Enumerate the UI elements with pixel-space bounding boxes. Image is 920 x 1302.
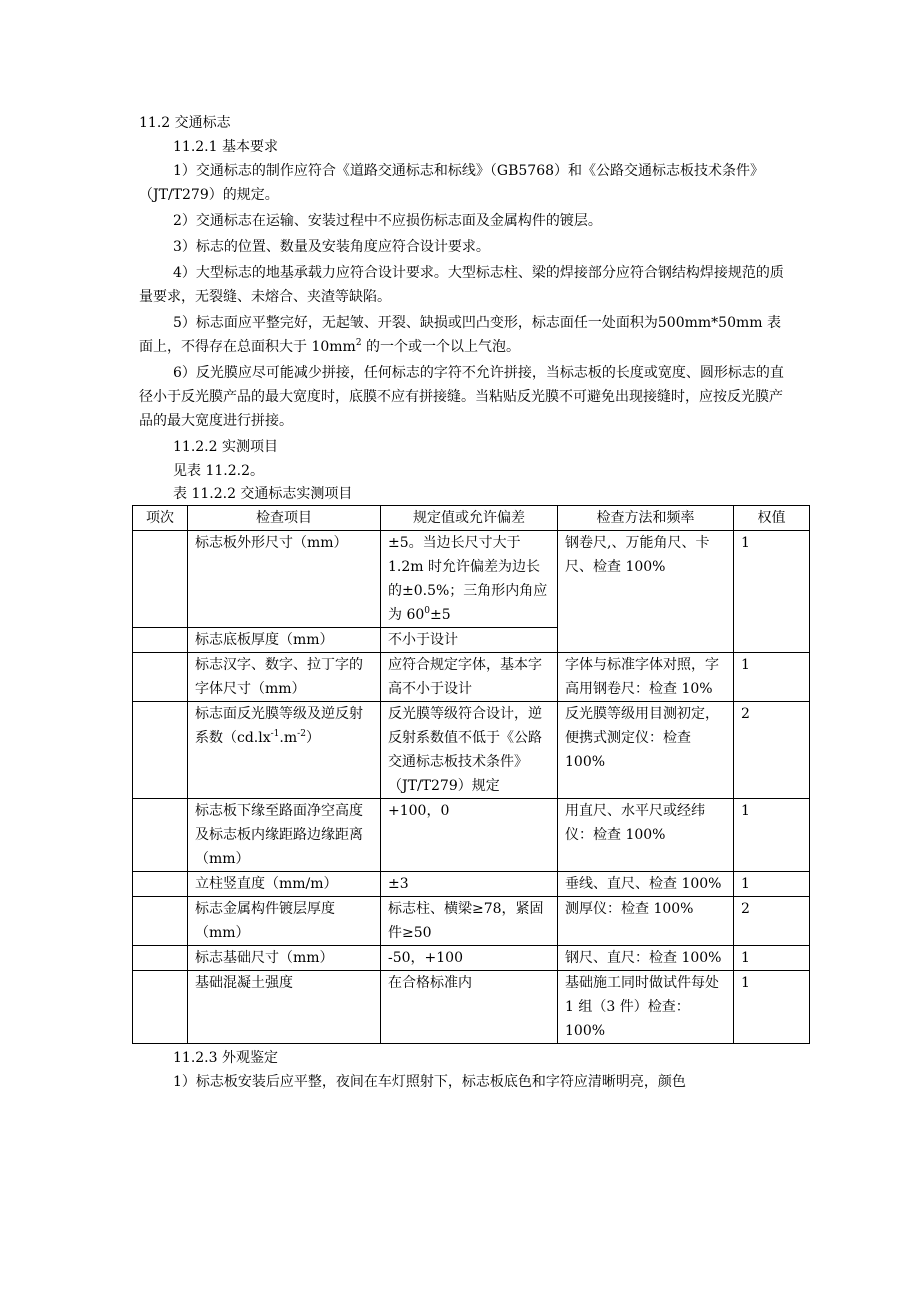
table-header-row — [133, 506, 810, 531]
cell-spec — [381, 531, 558, 628]
document-body — [139, 111, 789, 1094]
requirement-2: 2）交通标志在运输、安装过程中不应损伤标志面及金属构件的镀层。 — [173, 213, 602, 229]
cell-no — [133, 653, 188, 702]
table-row — [133, 872, 810, 897]
requirement-6: 6）反光膜应尽可能减少拼接，任何标志的字符不允许拼接，当标志板的长度或宽度、圆形标志的直径小于反光膜产品的最大宽度时，底膜不应有拼接缝。当粘贴反光膜不可避免出现接缝时，应按反光膜产品的最大宽度进行拼接。 — [139, 365, 784, 429]
header-no: 项次 — [133, 506, 188, 531]
cell-method: 用直尺、水平尺或经纬仪：检查 100% — [558, 799, 734, 872]
cell-item: 标志板外形尺寸（mm） — [188, 531, 381, 628]
cell-weight: 1 — [734, 653, 810, 702]
header-weight: 权值 — [734, 506, 810, 531]
appearance-item-1: 1）标志板安装后应平整，夜间在车灯照射下，标志板底色和字符应清晰明亮，颜色 — [173, 1074, 686, 1090]
cell-item: 标志板下缘至路面净空高度及标志板内缘距路边缘距离（mm） — [188, 799, 381, 872]
cell-spec: 反光膜等级符合设计，逆反射系数值不低于《公路交通标志板技术条件》（JT/T279）规定 — [381, 702, 558, 799]
cell-item-text-a: 标志面反光膜等级及逆反射系数（cd.lx — [195, 706, 363, 746]
table-row — [133, 653, 810, 702]
header-item: 检查项目 — [188, 506, 381, 531]
table-row — [133, 799, 810, 872]
cell-spec: 不小于设计 — [381, 628, 558, 653]
cell-method: 垂线、直尺、检查 100% — [558, 872, 734, 897]
cell-item: 立柱竖直度（mm/m） — [188, 872, 381, 897]
cell-method: 测厚仪：检查 100% — [558, 897, 734, 946]
requirement-3: 3）标志的位置、数量及安装角度应符合设计要求。 — [173, 239, 490, 255]
cell-method: 钢卷尺,、万能角尺、卡尺、检查 100% — [558, 531, 734, 653]
table-row — [133, 702, 810, 799]
cell-no — [133, 971, 188, 1044]
cell-weight: 1 — [734, 971, 810, 1044]
cell-item-text-b: .m — [279, 730, 298, 746]
cell-no — [133, 628, 188, 653]
subsection-measured-items: 11.2.2 实测项目 — [173, 439, 278, 455]
subsection-appearance: 11.2.3 外观鉴定 — [173, 1050, 278, 1066]
cell-no — [133, 897, 188, 946]
cell-spec: -50，+100 — [381, 946, 558, 971]
requirement-4: 4）大型标志的地基承载力应符合设计要求。大型标志柱、梁的焊接部分应符合钢结构焊接规范的质量要求，无裂缝、未熔合、夹渣等缺陷。 — [139, 265, 784, 305]
cell-weight: 1 — [734, 799, 810, 872]
cell-no — [133, 531, 188, 628]
cell-item: 基础混凝土强度 — [188, 971, 381, 1044]
cell-no — [133, 702, 188, 799]
cell-spec-superscript: 0 — [424, 606, 430, 616]
requirement-5-text-b: 的一个或一个以上气泡。 — [361, 339, 521, 355]
cell-item: 标志基础尺寸（mm） — [188, 946, 381, 971]
inspection-table — [132, 505, 810, 1044]
cell-method: 基础施工同时做试件每处 1 组（3 件）检查：100% — [558, 971, 734, 1044]
cell-weight: 1 — [734, 531, 810, 653]
cell-method: 反光膜等级用目测初定，便携式测定仪：检查 100% — [558, 702, 734, 799]
cell-spec-text-a: ±5。当边长尺寸大于 1.2m 时允许偏差为边长的±0.5%；三角形内角应为 60 — [388, 535, 548, 623]
cell-item: 标志金属构件镀层厚度（mm） — [188, 897, 381, 946]
cell-item: 标志汉字、数字、拉丁字的字体尺寸（mm） — [188, 653, 381, 702]
header-method: 检查方法和频率 — [558, 506, 734, 531]
table-row — [133, 971, 810, 1044]
cell-spec: 在合格标准内 — [381, 971, 558, 1044]
cell-item-superscript-1: -1 — [270, 729, 280, 739]
cell-method: 字体与标准字体对照，字高用钢卷尺：检查 10% — [558, 653, 734, 702]
cell-weight: 2 — [734, 702, 810, 799]
cell-no — [133, 799, 188, 872]
cell-item — [188, 702, 381, 799]
table-row — [133, 897, 810, 946]
see-table-note: 见表 11.2.2。 — [173, 463, 264, 479]
cell-spec: +100，0 — [381, 799, 558, 872]
table-row — [133, 946, 810, 971]
cell-method: 钢尺、直尺：检查 100% — [558, 946, 734, 971]
cell-item-superscript-2: -2 — [297, 729, 306, 739]
table-caption: 表 11.2.2 交通标志实测项目 — [173, 486, 353, 502]
cell-spec-text-b: ±5 — [430, 607, 451, 623]
cell-spec: ±3 — [381, 872, 558, 897]
cell-no — [133, 946, 188, 971]
cell-weight: 1 — [734, 946, 810, 971]
table-row — [133, 531, 810, 628]
cell-weight: 1 — [734, 872, 810, 897]
cell-item-text-c: ） — [305, 730, 320, 746]
section-heading: 11.2 交通标志 — [139, 115, 231, 131]
requirement-1: 1）交通标志的制作应符合《道路交通标志和标线》（GB5768）和《公路交通标志板技术条件》（JT/T279）的规定。 — [139, 163, 765, 203]
requirement-5-text-a: 5）标志面应平整完好，无起皱、开裂、缺损或凹凸变形，标志面任一处面积为500mm*50mm 表面上，不得存在总面积大于 10mm — [139, 315, 781, 355]
cell-spec: 应符合规定字体，基本字高不小于设计 — [381, 653, 558, 702]
requirement-5 — [139, 311, 789, 359]
cell-item: 标志底板厚度（mm） — [188, 628, 381, 653]
cell-spec: 标志柱、横梁≥78，紧固件≥50 — [381, 897, 558, 946]
cell-no — [133, 872, 188, 897]
requirement-5-superscript: 2 — [355, 338, 362, 348]
subsection-basic-requirements: 11.2.1 基本要求 — [173, 139, 278, 155]
cell-weight: 2 — [734, 897, 810, 946]
header-spec: 规定值或允许偏差 — [381, 506, 558, 531]
